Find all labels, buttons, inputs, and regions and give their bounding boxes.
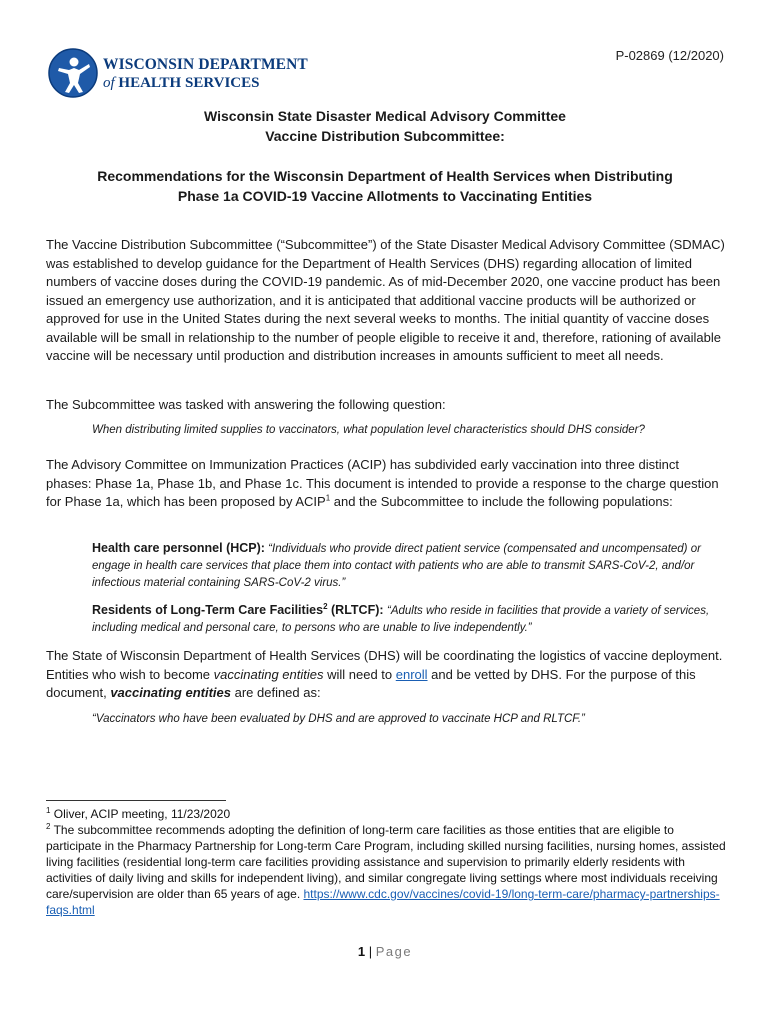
rltcf-term [92,603,387,617]
acip-paragraph [46,456,726,512]
hcp-definition [92,540,722,592]
rltcf-definition [92,602,722,637]
cdc-ltc-faq-link[interactable]: https://www.cdc.gov/vaccines/covid-19/long-term-care/pharmacy-partnerships-faqs.html [46,887,720,917]
logo-health-services: HEALTH SERVICES [118,75,260,91]
charge-question: When distributing limited supplies to vaccinators, what population level characteristics should DHS consider? [92,424,645,436]
vaccinators-definition: “Vaccinators who have been evaluated by DHS and are approved to vaccinate HCP and RLTCF.” [92,713,585,725]
logistics-text-d: are defined as: [230,685,321,700]
dhs-logo [47,46,307,100]
title-committee: Wisconsin State Disaster Medical Advisory Committee [204,108,566,124]
title-subcommittee: Vaccine Distribution Subcommittee: [265,128,505,144]
page-number: 1 [357,944,366,959]
logo-title-line2 [103,75,259,92]
vaccinating-entities-bold: vaccinating entities [110,685,231,700]
form-id: P-02869 (12/2020) [615,48,724,63]
footnote-2 [46,822,726,918]
hcp-term: Health care personnel (HCP): [92,541,265,555]
footnote-divider [46,800,226,801]
hcp-text: “Individuals who provide direct patient service (compensated and uncompensated) or engage in health care services that place them into contact with patients who are able to transmit SARS-CoV-2, and/or infectious material containing SARS-CoV-2 virus.” [92,543,701,589]
rltcf-term-a: Residents of Long-Term Care Facilities [92,603,324,617]
footnote-ref-2[interactable]: 2 [323,601,328,611]
title-recommendations-line2: Phase 1a COVID-19 Vaccine Allotments to Vaccinating Entities [177,188,593,204]
title-recommendations-line1: Recommendations for the Wisconsin Department of Health Services when Distributing [97,168,673,184]
footnote-1-number: 1 [46,806,51,815]
intro-paragraph: The Vaccine Distribution Subcommittee (“Subcommittee”) of the State Disaster Medical Advisory Committee (SDMAC) was established to develop guidance for the Department of Health Services (DHS) regarding allocation of limited numbers of vaccine doses during the COVID-19 pandemic. As of mid-December 2020, one vaccine product has been issued an emergency use authorization, and it is anticipated that additional vaccine products will be authorized or approved for use in the United States during the next several weeks to months. The initial quantity of vaccine doses available will be small in relationship to the number of people eligible to receive it and, therefore, rationing of available vaccine will be necessary until production and distribution increases in amounts sufficient to meet all needs. [46,237,725,363]
logistics-text-b: will need to [323,666,396,682]
footnotes [46,806,726,918]
footnote-1-text: Oliver, ACIP meeting, 11/23/2020 [50,807,231,821]
logo-of: of [103,75,115,91]
footnote-2-number: 2 [46,822,51,831]
footnote-ref-1[interactable]: 1 [325,493,331,503]
enroll-link[interactable]: enroll [395,666,428,682]
rltcf-term-b: (RLTCF): [327,603,387,617]
logistics-paragraph [46,647,726,703]
page-footer [0,944,770,959]
page-label: Page [375,944,413,959]
task-paragraph: The Subcommittee was tasked with answering the following question: [46,397,446,412]
acip-text-before: The Advisory Committee on Immunization Practices (ACIP) has subdivided early vaccination into three distinct phases: Phase 1a, Phase 1b, and Phase 1c. This document is intended to provide a response to the charge question for Phase 1a, which has been proposed by ACIP [46,457,719,509]
logo-title-line1: WISCONSIN DEPARTMENT [103,56,308,73]
acip-text-after: and the Subcommittee to include the following populations: [330,494,673,509]
logistics-text-a: The State of Wisconsin Department of Health Services (DHS) will be coordinating the logistics of vaccine deployment. Entities who wish to become [46,648,723,682]
footnote-2-text: The subcommittee recommends adopting the definition of long-term care facilities as those entities that are eligible to participate in the Pharmacy Partnership for Long-term Care Program, including skilled nursing facilities, nursing homes, assisted living facilities (residential long-term care facilities providing assistance and supervision to primarily elderly residents with activities of daily living and skills for independent living), and similar congregate living settings where most individuals receiving care/supervision are older than 65 years of age. [46,823,726,901]
footnote-1 [46,806,726,822]
dhs-emblem-icon [47,46,101,100]
rltcf-text: “Adults who reside in facilities that provide a variety of services, including medical and personal care, to persons who are unable to live independently.” [92,605,710,634]
vaccinating-entities-italic: vaccinating entities [213,666,324,682]
logistics-text-c: and be vetted by DHS. For the purpose of this document, [46,666,696,700]
page-separator: | [368,944,373,959]
